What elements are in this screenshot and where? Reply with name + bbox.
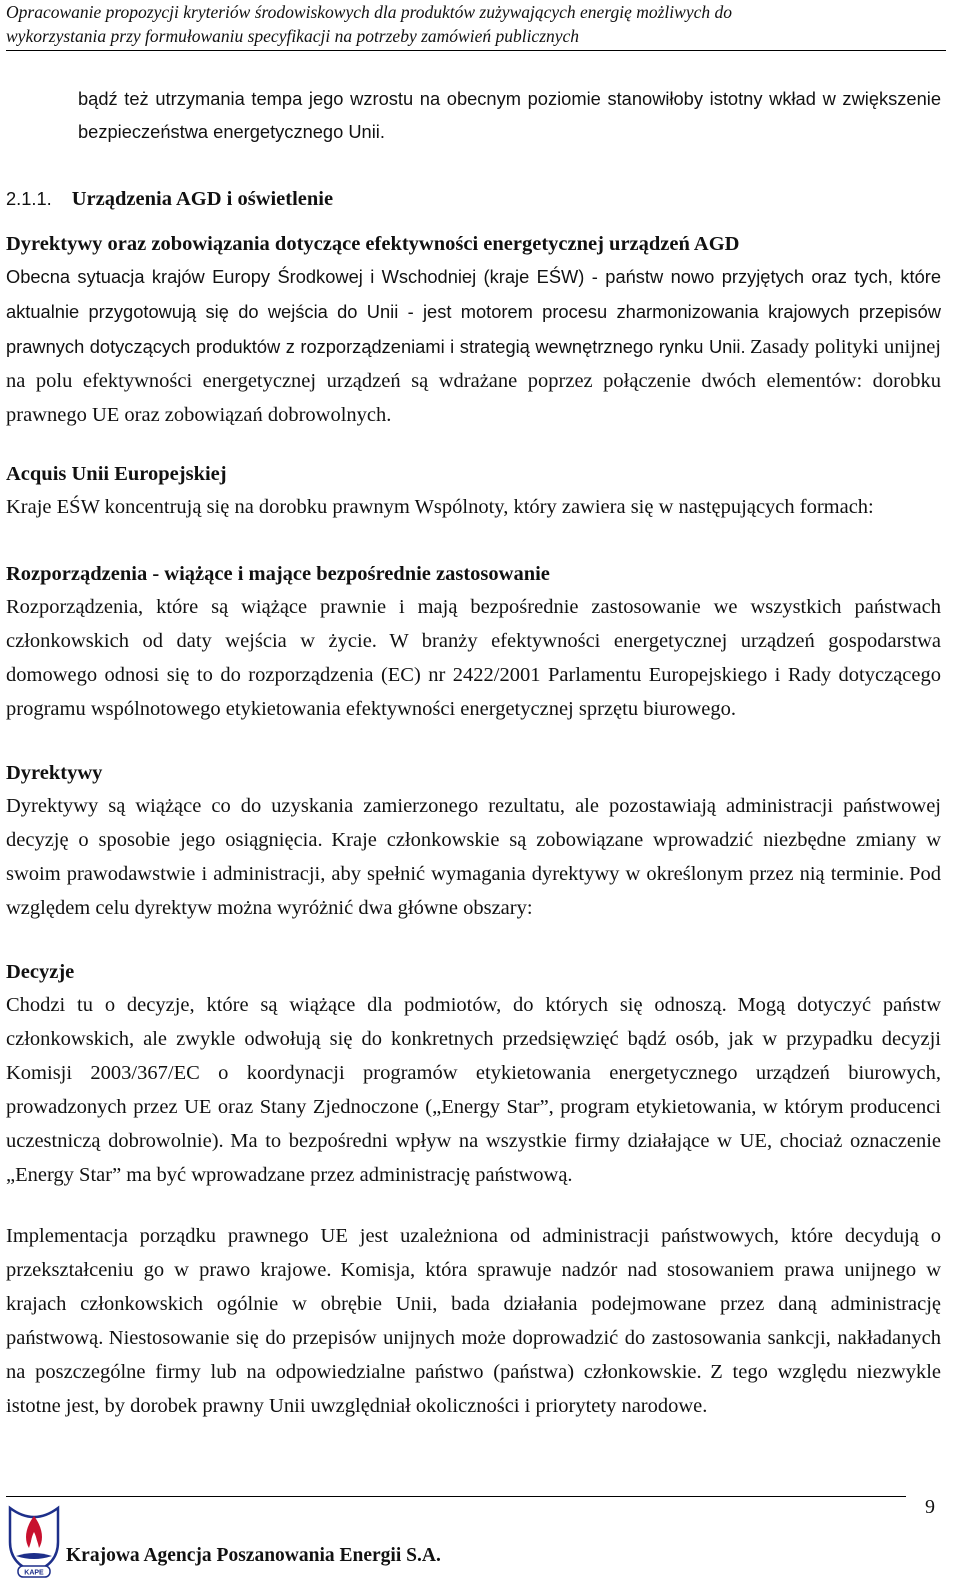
subheading-regulations: Rozporządzenia - wiążące i mające bezpośrednie zastosowanie <box>6 563 550 585</box>
subheading-directives: Dyrektywy <box>6 762 103 784</box>
paragraph-decisions <box>6 989 941 1193</box>
paragraph-implementation-part1: Implementacja porządku prawnego UE jest uzależniona od administracji państwowych, które decydują o przekształceniu go w prawo krajowe. <box>6 1225 941 1281</box>
logo-text: KAPE <box>24 1569 44 1577</box>
subheading-decisions: Decyzje <box>6 961 75 983</box>
paragraph-implementation-part4: Z tego względu niezwykle istotne jest, by dorobek prawny Unii uwzględniał okoliczności i priorytety narodowe. <box>6 1361 941 1417</box>
footer-agency-name: Krajowa Agencja Poszanowania Energii S.A. <box>66 1545 441 1566</box>
paragraph-regulations-part2: W branży efektywności energetycznej urządzeń gospodarstwa domowego odnosi się to do rozporządzenia (EC) nr 2422/2001 Parlamentu Europejskiego i Rady dotyczącego programu wspólnotowego etykietowania efektywności energetycznej sprzętu biurowego. <box>6 630 942 720</box>
subheading-directives-commitments: Dyrektywy oraz zobowiązania dotyczące efektywności energetycznej urządzeń AGD <box>6 233 740 255</box>
header-line-1: Opracowanie propozycji kryteriów środowiskowych dla produktów zużywających energię możliwych do <box>6 2 732 22</box>
paragraph-directives-part1: Dyrektywy są wiążące co do uzyskania zamierzonego rezultatu, ale pozostawiają administracji państwowej decyzję o sposobie jego osiągnięcia. <box>6 795 941 851</box>
paragraph-current-situation-part2: Zasady polityki unijnej na polu efektywności energetycznej urządzeń są wdrażane poprzez połączenie dwóch elementów: dorobku prawnego UE oraz zobowiązań dobrowolnych. <box>6 336 941 426</box>
paragraph-implementation-part3: Niestosowanie się do przepisów unijnych może doprowadzić do zastosowania sankcji, nakładanych na poszczególne firmy lub na odpowiedzialne państwo (państwa) członkowskie. <box>6 1327 942 1383</box>
paragraph-regulations-part1: Rozporządzenia, które są wiążące prawnie i mają bezpośrednie zastosowanie we wszystkich państwach członkowskich od daty wejścia w życie. <box>6 596 941 652</box>
paragraph-directives <box>6 790 941 926</box>
section-title: Urządzenia AGD i oświetlenie <box>71 188 334 210</box>
intro-paragraph: bądź też utrzymania tempa jego wzrostu na obecnym poziomie stanowiłoby istotny wkład w zwiększenie bezpieczeństwa energetycznego Unii. <box>78 88 941 142</box>
paragraph-implementation <box>6 1220 941 1424</box>
paragraph-decisions-part3: Ma to bezpośredni wpływ na wszystkie firmy działające w UE, chociaż oznaczenie „Energy Star” ma być wprowadzane przez administrację państwową. <box>6 1130 941 1186</box>
paragraph-current-situation-part1: Obecna sytuacja krajów Europy Środkowej i Wschodniej (kraje EŚW) - państw nowo przyjętych oraz tych, które aktualnie przygotowują się do wejścia do Unii - jest motorem procesu zharmonizowania krajowych przepisów prawnych dotyczących produktów z rozporządzeniami i strategią wewnętrznego rynku Unii. <box>6 266 941 357</box>
paragraph-acquis: Kraje EŚW koncentrują się na dorobku prawnym Wspólnoty, który zawiera się w następujących formach: <box>6 496 874 518</box>
paragraph-decisions-part1: Chodzi tu o decyzje, które są wiążące dla podmiotów, do których się odnoszą. <box>6 994 727 1016</box>
header-line-2: wykorzystania przy formułowaniu specyfikacji na potrzeby zamówień publicznych <box>6 26 580 46</box>
kape-logo-icon <box>4 1498 64 1590</box>
header-rule <box>6 50 946 51</box>
paragraph-directives-part3: Pod względem celu dyrektyw można wyróżnić dwa główne obszary: <box>6 863 941 919</box>
footer-rule <box>6 1496 906 1497</box>
paragraph-decisions-part2: Mogą dotyczyć państw członkowskich, ale zwykle odwołują się do konkretnych przedsięwzięć bądź osób, jak w przypadku decyzji Komisji 2003/367/EC o koordynacji programów etykietowania energetycznego urządzeń biurowych, prowadzonych przez UE oraz Stany Zjednoczone („Energy Star”, program etykietowania, w którym producenci uczestniczą dobrowolnie). <box>6 994 942 1152</box>
section-heading <box>6 182 333 216</box>
page-number: 9 <box>925 1496 935 1518</box>
paragraph-current-situation <box>6 260 941 433</box>
paragraph-directives-part2: Kraje członkowskie są zobowiązane wprowadzić niezbędne zmiany w swoim prawodawstwie i administracji, aby spełnić wymagania dyrektywy w określonym przez nią terminie. <box>6 829 941 885</box>
paragraph-regulations <box>6 591 941 727</box>
running-header <box>6 0 946 48</box>
section-number: 2.1.1. <box>6 188 52 209</box>
paragraph-implementation-part2: Komisja, która sprawuje nadzór nad stosowaniem prawa unijnego w krajach członkowskich ogólnie w obrębie Unii, bada działania podejmowane przez daną administrację państwową. <box>6 1259 942 1349</box>
subheading-acquis: Acquis Unii Europejskiej <box>6 463 227 485</box>
